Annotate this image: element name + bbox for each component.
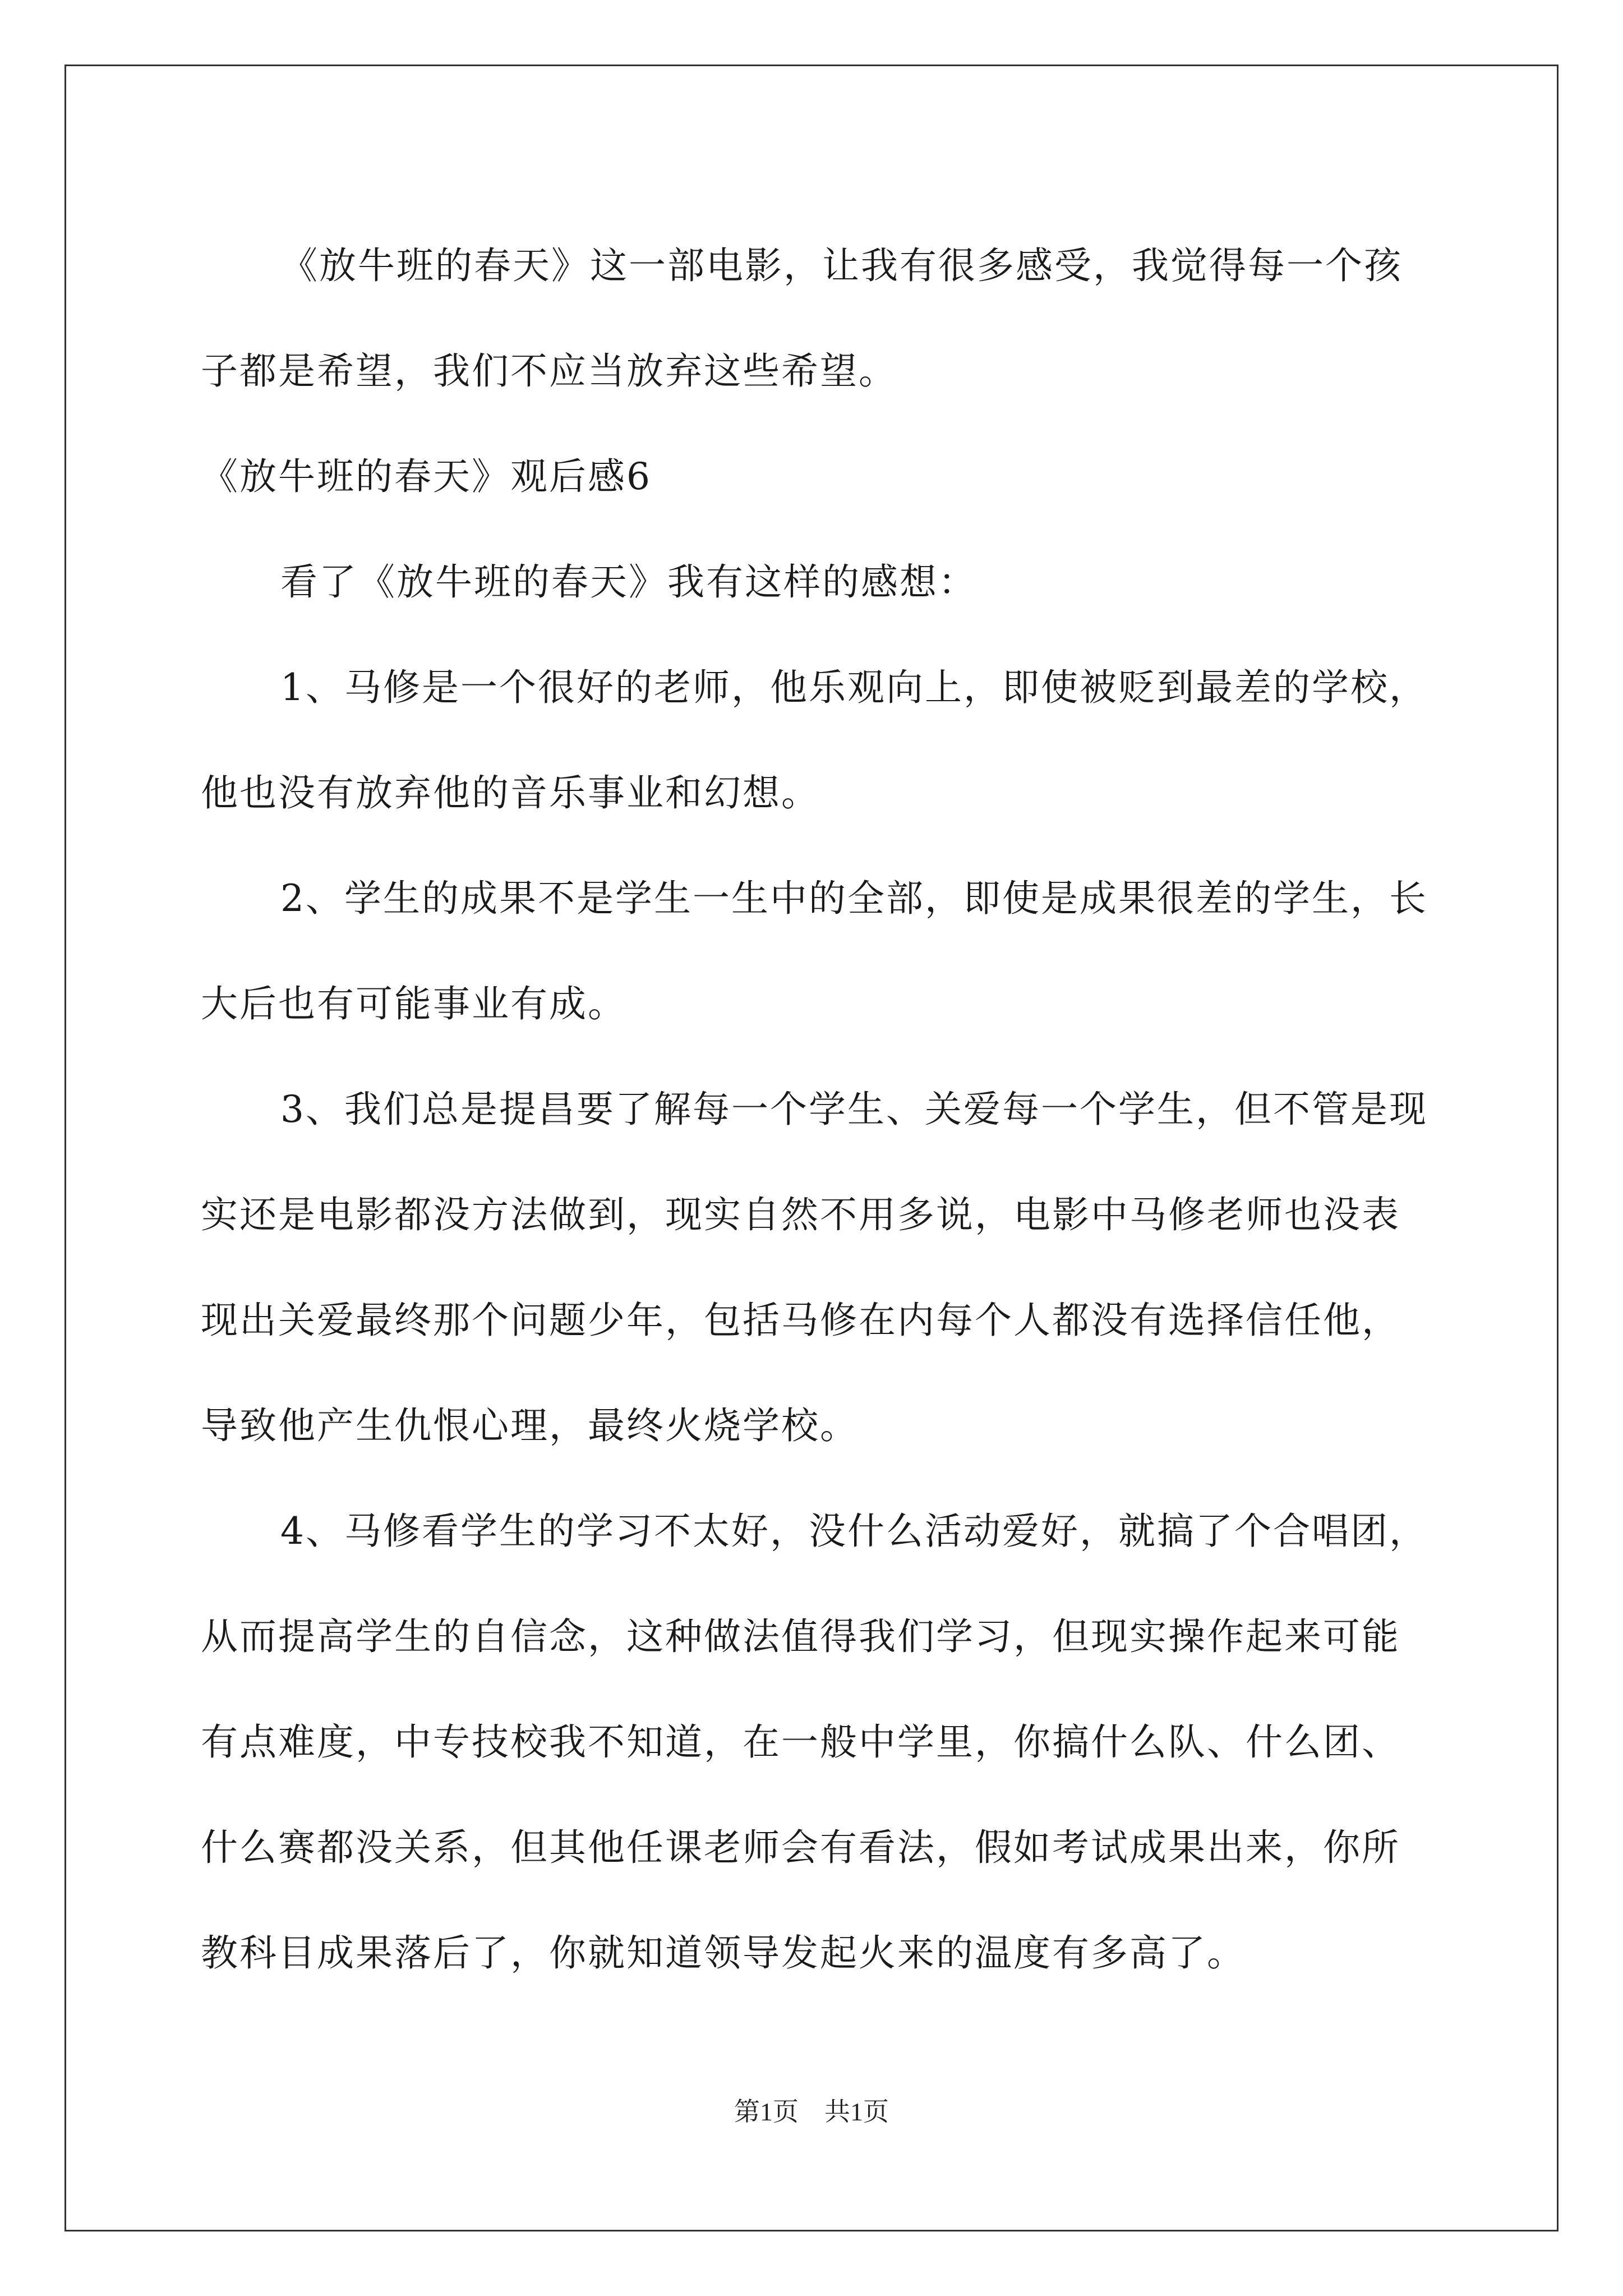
- section-heading: 《放牛班的春天》观后感6: [201, 455, 652, 498]
- paragraph-point-1: 1、马修是一个很好的老师，他乐观向上，即使被贬到最差的学校，他也没有放弃他的音乐事业和幻想。: [201, 666, 1428, 815]
- paragraph-point-3: 3、我们总是提昌要了解每一个学生、关爱每一个学生，但不管是现实还是电影都没方法做到，现实自然不用多说，电影中马修老师也没表现出关爱最终那个问题少年，包括马修在内每个人都没有选择信任他，导致他产生仇恨心理，最终火烧学校。: [201, 1088, 1428, 1447]
- page-footer: 第1页 共1页: [734, 2097, 889, 2126]
- paragraph-intro-conclusion: 《放牛班的春天》这一部电影，让我有很多感受，我觉得每一个孩子都是希望，我们不应当放弃这些希望。: [201, 244, 1403, 393]
- paragraph-point-4: 4、马修看学生的学习不太好，没什么活动爱好，就搞了个合唱团，从而提高学生的自信念，这种做法值得我们学习，但现实操作起来可能有点难度，中专技校我不知道，在一般中学里，你搞什么队、什么团、什么赛都没关系，但其他任课老师会有看法，假如考试成果出来，你所教科目成果落后了，你就知道领导发起火来的温度有多高了。: [201, 1510, 1428, 1975]
- paragraph-point-2: 2、学生的成果不是学生一生中的全部，即使是成果很差的学生，长大后也有可能事业有成。: [201, 877, 1428, 1025]
- paragraph-opening: 看了《放牛班的春天》我有这样的感想：: [280, 560, 977, 604]
- document-body: [201, 213, 1435, 2006]
